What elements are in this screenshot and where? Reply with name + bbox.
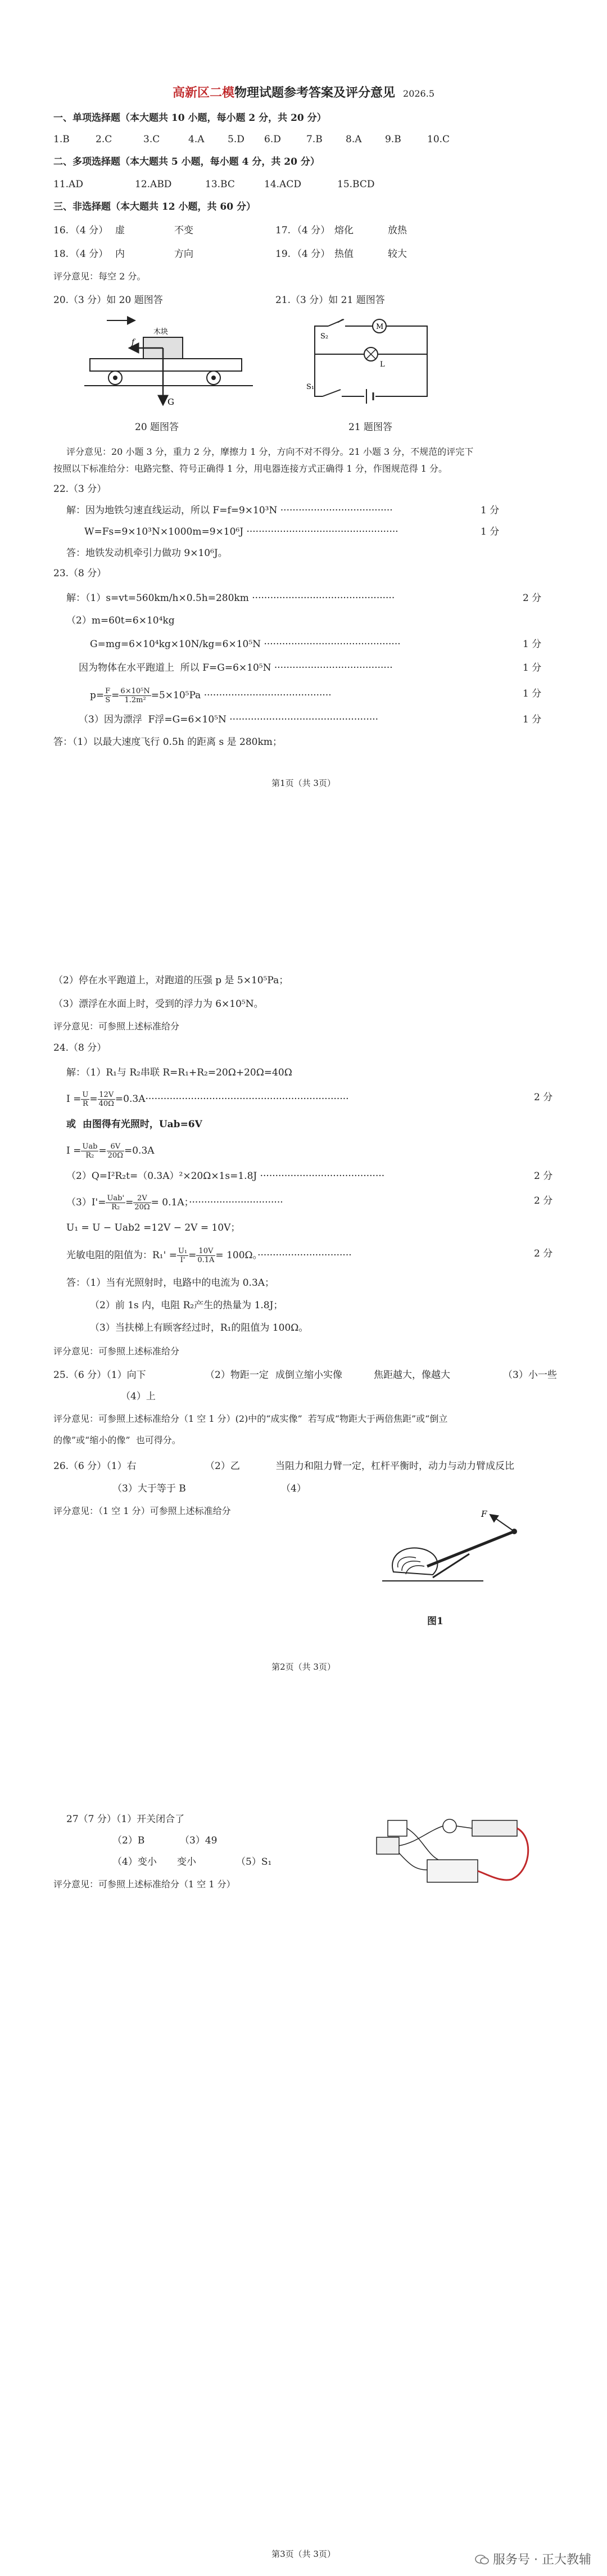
q24-line: （2）前 1s 内，电阻 R₂产生的热量为 1.8J；	[90, 1300, 283, 1311]
q26-line: 当阻力和阻力臂一定，杠杆平衡时，动力与动力臂成反比	[275, 1461, 514, 1472]
lever-arm	[427, 1531, 514, 1566]
answer-item: 6.D	[264, 134, 281, 145]
answer-item: 7.B	[306, 134, 323, 145]
answer-item: 9.B	[385, 134, 401, 145]
q25-line: （2）物距一定	[205, 1370, 269, 1381]
q25-line: 25.（6 分）（1）向下	[53, 1370, 146, 1381]
watermark: 服务号 · 正大教辅	[475, 2550, 591, 2568]
battery-box	[377, 1837, 399, 1854]
figure-20-caption: 20 题图答	[135, 422, 179, 433]
score-mark: 1 分	[523, 662, 542, 674]
answer-item: 5.D	[228, 134, 244, 145]
q26-line: 26.（6 分）（1）右	[53, 1461, 137, 1472]
q24-line: I = $\frac{U}{R}$ = $\frac{12V}{40\Omega}$ =0.3A···································································	[66, 1091, 349, 1108]
answer-item: 12.ABD	[135, 179, 172, 190]
scoring-comment: 评分意见：每空 2 分。	[53, 271, 146, 282]
scoring-comment: 评分意见：可参照上述标准给分（1 空 1 分）(2)中的“成实像” 若写成“物距大于两倍焦距”或“倒立	[53, 1413, 448, 1424]
force-arrow	[490, 1515, 514, 1531]
q23-heading: 23.（8 分）	[53, 568, 107, 579]
title-date: 2026.5	[403, 88, 434, 99]
q22-line: W=Fs=9×10³N×1000m=9×10⁶J ··················································	[84, 526, 398, 537]
answer-item: 11.AD	[53, 179, 83, 190]
score-mark: 2 分	[534, 1171, 553, 1182]
section3-heading: 三、非选择题（本大题共 12 小题，共 60 分）	[53, 201, 256, 213]
q27-line: （2）B	[112, 1835, 145, 1846]
q22-line: 答：地铁发动机牵引力做功 9×10⁶J。	[66, 548, 228, 559]
q22-heading: 22.（3 分）	[53, 483, 107, 495]
svg-text:S₁: S₁	[306, 383, 315, 391]
title-region: 高新区二模	[172, 85, 234, 100]
scoring-comment: 评分意见：可参照上述标准给分	[53, 1021, 180, 1032]
score-mark: 2 分	[523, 593, 542, 604]
q24-line: I = $\frac{\text{Uab}}{\text{R₂}}$ = $\frac{6V}{20\Omega}$ =0.3A	[66, 1142, 155, 1160]
page-footer: 第1页（共 3页）	[271, 778, 336, 788]
figure-21-caption: 21 题图答	[348, 422, 393, 433]
q27-line: （3）49	[180, 1835, 218, 1846]
q23-line: 因为物体在水平跑道上 所以 F=G=6×10⁵N ·······································	[79, 662, 393, 674]
scoring-comment: 评分意见：可参照上述标准给分（1 空 1 分）	[53, 1879, 235, 1890]
answer-item: 14.ACD	[264, 179, 301, 190]
score-mark: 1 分	[481, 526, 500, 537]
q25-line: （3）小一些	[503, 1370, 557, 1381]
score-mark: 1 分	[523, 714, 542, 725]
answer-item: 10.C	[427, 134, 450, 145]
q27-line: 27（7 分）（1）开关闭合了	[66, 1814, 185, 1825]
answer-item: 4.A	[188, 134, 205, 145]
q26-line: （4）	[281, 1483, 306, 1494]
q23-line: （2）停在水平跑道上，对跑道的压强 p 是 5×10⁵Pa；	[53, 975, 289, 986]
svg-text:L: L	[380, 360, 385, 369]
rheostat	[472, 1820, 517, 1836]
answer-item: 3.C	[143, 134, 160, 145]
q24-line: 或 由图得有光照时，Uab=6V	[66, 1119, 202, 1130]
page-footer: 第2页（共 3页）	[271, 1662, 336, 1672]
q23-line: 解：（1）s=vt=560km/h×0.5h=280km ···············································	[66, 593, 395, 604]
score-mark: 2 分	[534, 1248, 553, 1259]
q24-line: 答：（1）当有光照射时，电路中的电流为 0.3A；	[66, 1277, 275, 1289]
title-text: 物理试题参考答案及评分意见	[234, 85, 396, 100]
q25-line: 成倒立缩小实像	[275, 1370, 342, 1381]
q25-line: （4）上	[121, 1391, 156, 1402]
lamp	[443, 1819, 456, 1833]
q27-line: （5）S₁	[236, 1856, 272, 1868]
q22-line: 解：因为地铁匀速直线运动，所以 F=f=9×10³N ·····································	[66, 505, 393, 516]
scoring-comment: 评分意见：可参照上述标准给分	[53, 1346, 180, 1357]
score-mark: 2 分	[534, 1195, 553, 1206]
q24-line: 解：（1）R₁与 R₂串联 R=R₁+R₂=20Ω+20Ω=40Ω	[66, 1067, 292, 1078]
q23-line: （3）因为漂浮 F浮=G=6×10⁵N ·················································	[79, 714, 379, 725]
q23-line: p= $\frac{F}{S}$ = $\frac{\text{6×10⁵N}}{\text{1.2m²}}$ =5×10⁵Pa ··········································	[90, 687, 332, 704]
figure-20	[84, 315, 264, 427]
scoring-comment: 评分意见：（1 空 1 分）可参照上述标准给分	[53, 1506, 231, 1516]
q24-line: 光敏电阻的阻值为：R₁' = $\frac{\text{U₁}}{I'}$ = $\frac{10V}{0.1A}$ = 100Ω。·······························	[66, 1247, 352, 1264]
page-footer: 第3页（共 3页）	[271, 2549, 336, 2559]
scoring-comment: 的像”或“缩小的像” 也可得分。	[53, 1435, 181, 1445]
q24-line: （2）Q=I²R₂t=（0.3A）²×20Ω×1s=1.8J ·········································	[66, 1171, 385, 1182]
figure-1-lever	[371, 1504, 540, 1606]
section2-heading: 二、多项选择题（本大题共 5 小题，每小题 4 分，共 20 分）	[53, 156, 320, 168]
q23-line: （3）漂浮在水面上时，受到的浮力为 6×10⁵N。	[53, 998, 264, 1010]
figure-21	[304, 315, 438, 408]
q27-line: 变小	[177, 1856, 196, 1868]
page-title	[0, 83, 607, 101]
cart-body	[90, 359, 242, 371]
scoring-comment: 评分意见：20 小题 3 分，重力 2 分，摩擦力 1 分，方向不对不得分。21 小题 3 分，不规范的评完下	[66, 446, 474, 457]
q23-line: （2）m=60t=6×10⁴kg	[66, 615, 175, 626]
q23-line: G=mg=6×10⁴kg×10N/kg=6×10⁵N ·············································	[90, 639, 401, 650]
score-mark: 1 分	[481, 505, 500, 516]
score-mark: 1 分	[523, 688, 542, 699]
score-mark: 2 分	[534, 1092, 553, 1103]
q20-heading: 20.（3 分）如 20 题图答	[53, 295, 163, 306]
svg-text:S₂: S₂	[320, 332, 329, 341]
q24-line: （3）I'= $\frac{\text{Uab'}}{\text{R₂}}$ = $\frac{2V}{20\Omega}$ = 0.1A；·······························	[66, 1194, 283, 1212]
block-label: 木块	[153, 328, 169, 336]
answer-item: 15.BCD	[337, 179, 375, 190]
answer-item: 1.B	[53, 134, 70, 145]
scoring-comment: 按照以下标准给分：电路完整、符号正确得 1 分，用电器连接方式正确得 1 分，作图规范得 1 分。	[53, 463, 448, 474]
q24-line: （3）当扶梯上有顾客经过时，R₁的阻值为 100Ω。	[90, 1322, 309, 1334]
answer-item: 13.BC	[205, 179, 235, 190]
score-mark: 1 分	[523, 639, 542, 650]
force-label: F	[481, 1509, 487, 1519]
q25-line: 焦距越大，像越大	[374, 1370, 450, 1381]
q21-heading: 21.（3 分）如 21 题图答	[275, 295, 385, 306]
q27-line: （4）变小	[112, 1856, 157, 1868]
section1-heading: 一、单项选择题（本大题共 10 小题，每小题 2 分，共 20 分）	[53, 112, 327, 124]
svg-text:M: M	[376, 323, 384, 331]
figure-27-circuit	[360, 1804, 540, 1899]
ammeter	[388, 1820, 407, 1836]
friction-label: f	[132, 338, 135, 347]
q24-heading: 24.（8 分）	[53, 1042, 107, 1054]
answer-item: 2.C	[96, 134, 112, 145]
q26-line: （3）大于等于 B	[112, 1483, 186, 1494]
meter-box	[427, 1860, 478, 1882]
q26-line: （2）乙	[205, 1461, 240, 1472]
q24-line: U₁ = U − Uab2 =12V − 2V = 10V；	[66, 1222, 241, 1233]
wechat-icon	[475, 2554, 490, 2565]
figure-1-caption: 图1	[427, 1616, 443, 1627]
q23-line: 答：（1）以最大速度飞行 0.5h 的距离 s 是 280km；	[53, 736, 282, 748]
gravity-label: G	[167, 397, 174, 407]
answer-item: 8.A	[346, 134, 362, 145]
